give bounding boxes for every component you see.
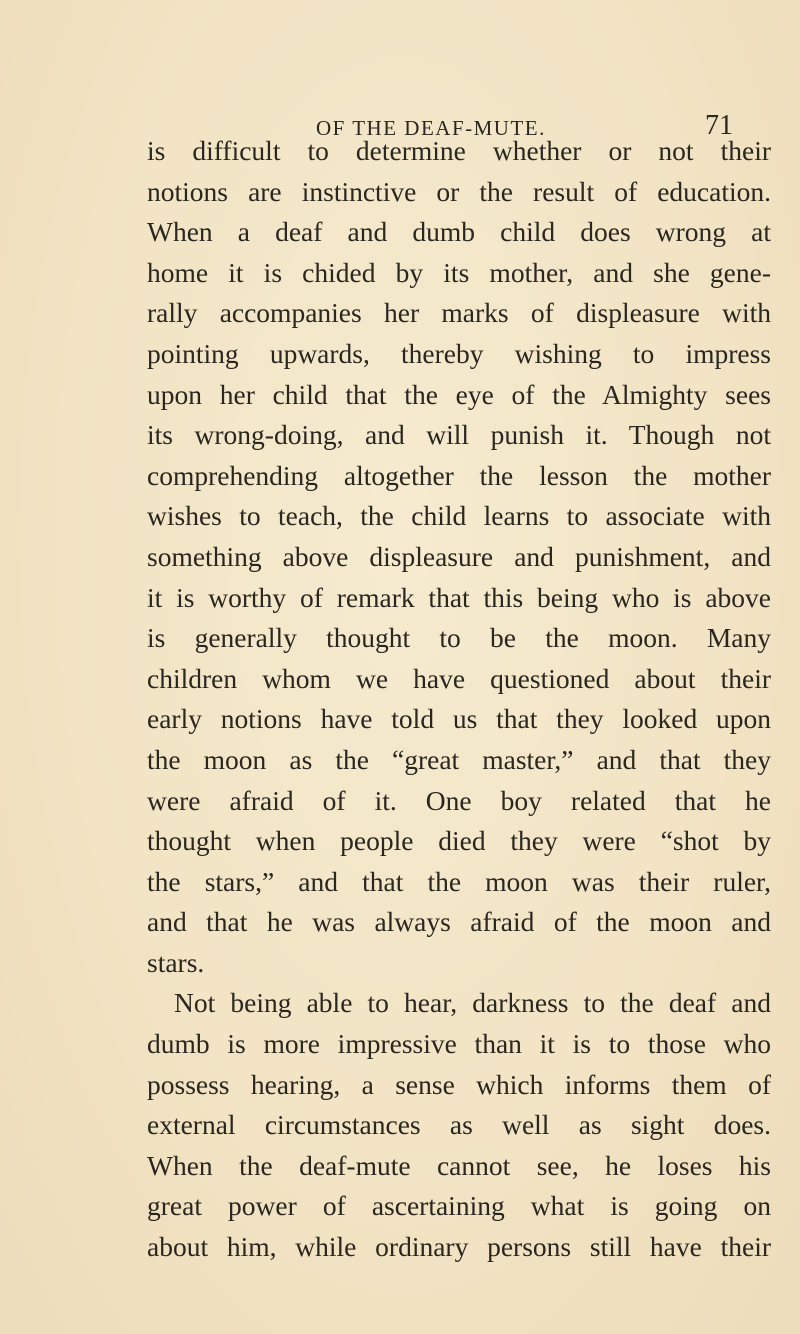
text-line: something above displeasure and punishment, and bbox=[147, 540, 771, 572]
text-line: wishes to teach, the child learns to associate with bbox=[147, 500, 771, 532]
text-line: children whom we have questioned about their bbox=[147, 662, 771, 694]
text-line: the moon as the “great master,” and that they bbox=[147, 743, 771, 775]
text-line: were afraid of it. One boy related that he bbox=[147, 784, 771, 816]
text-line: comprehending altogether the lesson the mother bbox=[147, 459, 771, 491]
text-line: possess hearing, a sense which informs them of bbox=[147, 1068, 771, 1100]
running-title: OF THE DEAF-MUTE. bbox=[316, 116, 546, 140]
text-line: dumb is more impressive than it is to those who bbox=[147, 1028, 771, 1060]
text-line: and that he was always afraid of the moon and bbox=[147, 906, 771, 938]
text-line: external circumstances as well as sight does. bbox=[147, 1109, 771, 1141]
text-line: it is worthy of remark that this being who is above bbox=[147, 581, 771, 613]
text-line: home it is chided by its mother, and she gene- bbox=[147, 256, 771, 288]
text-line: upon her child that the eye of the Almighty sees bbox=[147, 378, 771, 410]
text-line: notions are instinctive or the result of education. bbox=[147, 175, 771, 207]
body-text bbox=[0, 131, 800, 1268]
text-line: is generally thought to be the moon. Many bbox=[147, 622, 771, 654]
text-line: pointing upwards, thereby wishing to impress bbox=[147, 337, 771, 369]
text-line: early notions have told us that they looked upon bbox=[147, 703, 771, 735]
text-line: When the deaf-mute cannot see, he loses his bbox=[147, 1149, 771, 1181]
text-line: its wrong-doing, and will punish it. Though not bbox=[147, 419, 771, 451]
text-line: about him, while ordinary persons still have their bbox=[147, 1231, 771, 1263]
text-line: thought when people died they were “shot by bbox=[147, 825, 771, 857]
text-line: great power of ascertaining what is going on bbox=[147, 1190, 771, 1222]
text-line: When a deaf and dumb child does wrong at bbox=[147, 216, 771, 248]
text-line: is difficult to determine whether or not their bbox=[147, 135, 771, 166]
text-line: rally accompanies her marks of displeasure with bbox=[147, 297, 771, 329]
text-line: the stars,” and that the moon was their ruler, bbox=[147, 865, 771, 897]
page-number: 71 bbox=[705, 110, 733, 141]
paragraph-start-line: Not being able to hear, darkness to the deaf and bbox=[174, 987, 771, 1019]
paragraph-end-line: stars. bbox=[147, 946, 205, 978]
